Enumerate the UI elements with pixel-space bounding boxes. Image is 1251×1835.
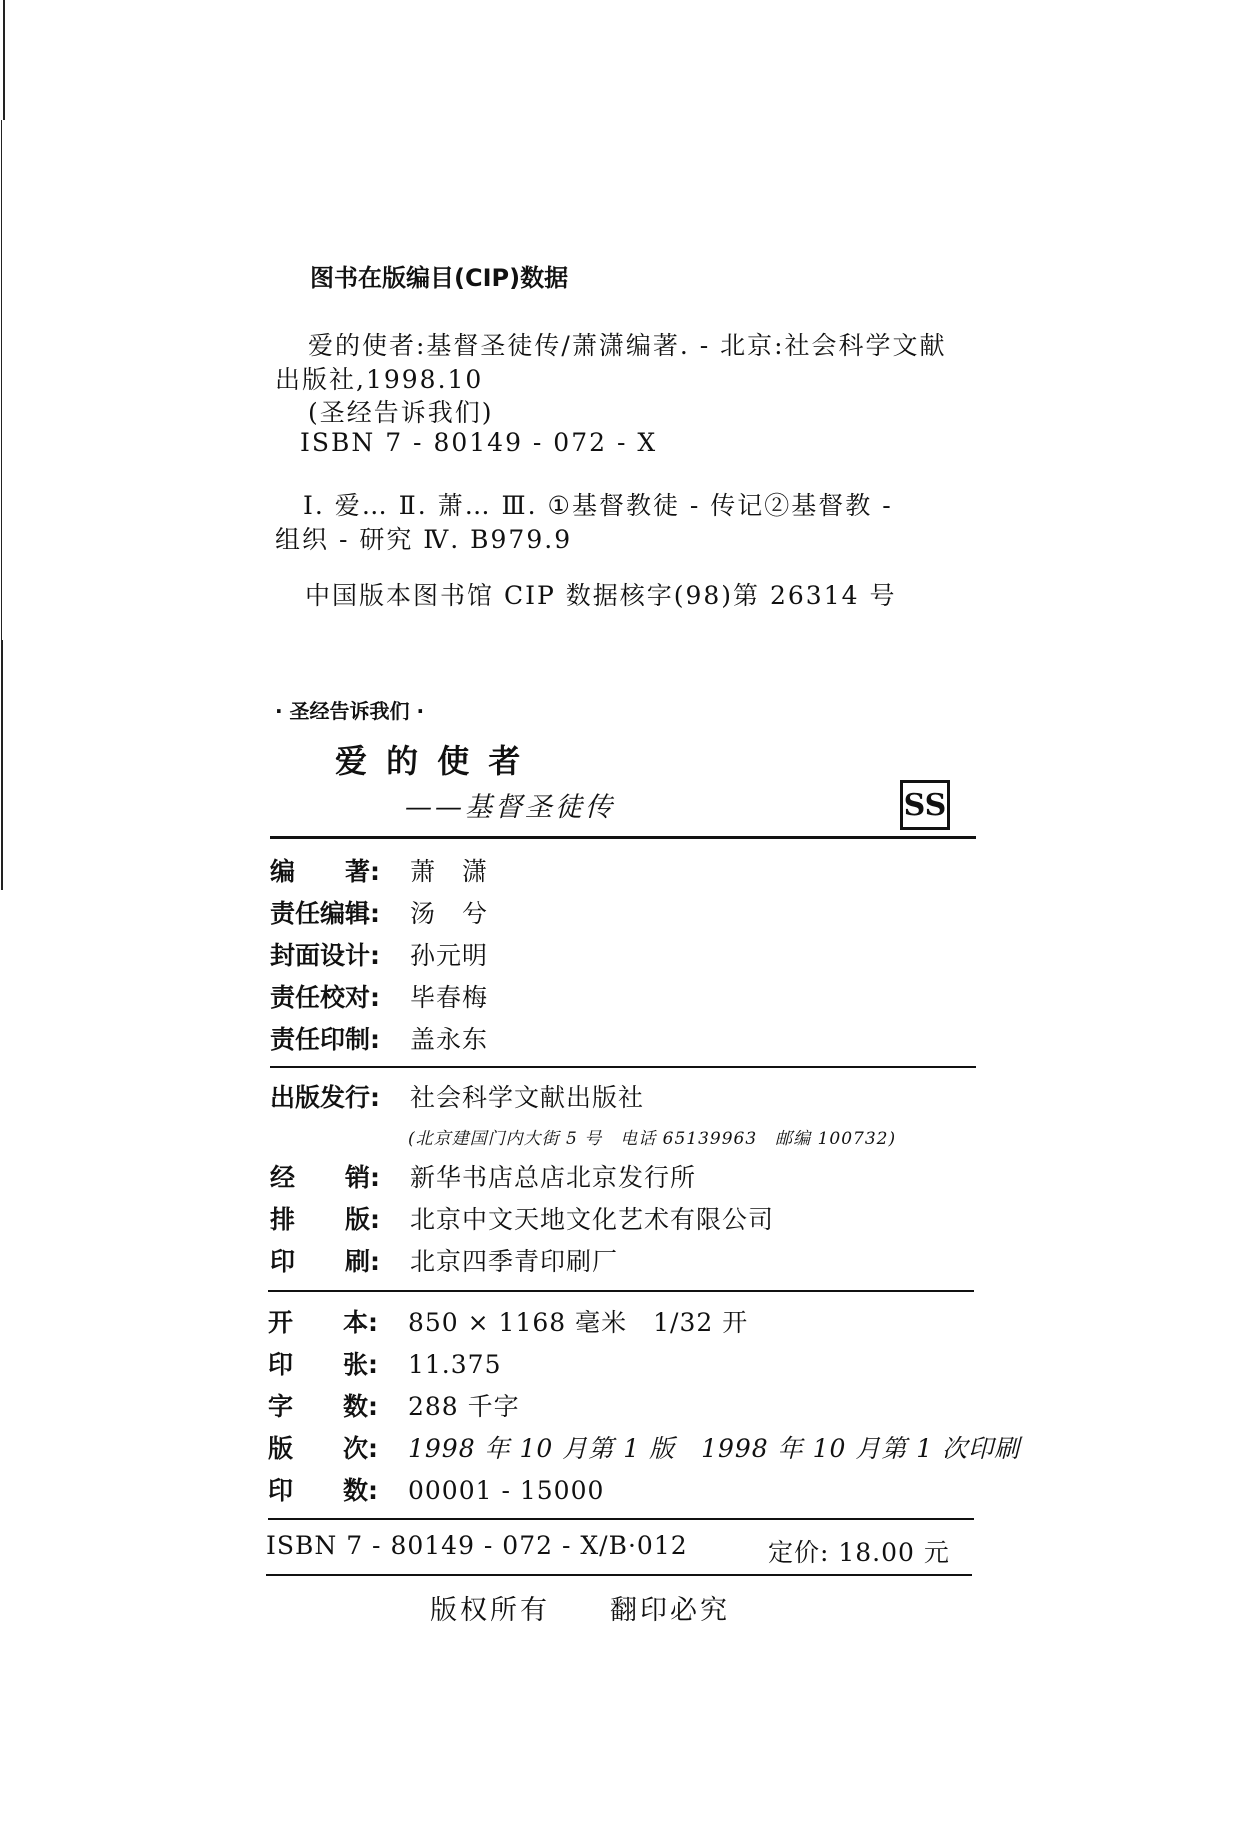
book-subtitle: ——基督圣徒传 xyxy=(405,792,615,823)
staff-label: 责任印制: xyxy=(270,1025,380,1054)
cip-line-5: Ⅰ. 爱… Ⅱ. 萧… Ⅲ. ①基督教徒 - 传记②基督教 - xyxy=(303,491,893,520)
dist-row xyxy=(270,1242,618,1278)
publisher-address: (北京建国门内大街 5 号 电话 65139963 邮编 100732) xyxy=(408,1129,897,1149)
scan-edge-line xyxy=(1,120,2,640)
divider-rule xyxy=(270,836,976,839)
dist-label: 印 刷: xyxy=(270,1247,380,1276)
divider-rule xyxy=(268,1290,974,1292)
spec-label: 开 本: xyxy=(268,1308,378,1337)
spec-label: 版 次: xyxy=(268,1434,378,1463)
staff-row xyxy=(270,1020,488,1056)
staff-row xyxy=(270,852,488,888)
dist-label: 排 版: xyxy=(270,1205,380,1234)
staff-value: 萧 潇 xyxy=(410,857,489,886)
cip-line-3: (圣经告诉我们) xyxy=(308,398,494,427)
dist-value: 北京四季青印刷厂 xyxy=(410,1247,619,1276)
dist-row xyxy=(270,1158,696,1194)
spec-label: 印 数: xyxy=(268,1476,378,1505)
scan-edge-line xyxy=(1,640,3,890)
spec-row xyxy=(268,1387,520,1423)
publisher-logo xyxy=(900,780,950,830)
cip-line-1: 爱的使者:基督圣徒传/萧潇编著. - 北京:社会科学文献 xyxy=(308,331,947,360)
staff-value: 孙元明 xyxy=(410,941,489,970)
staff-value: 盖永东 xyxy=(410,1025,489,1054)
dist-label: 经 销: xyxy=(270,1163,380,1192)
spec-row xyxy=(268,1303,748,1339)
cip-line-4: ISBN 7 - 80149 - 072 - X xyxy=(300,428,658,457)
spec-label: 印 张: xyxy=(268,1350,378,1379)
staff-label: 责任编辑: xyxy=(270,899,380,928)
scan-edge-line xyxy=(3,0,5,120)
spec-value: 1998 年 10 月第 1 版 1998 年 10 月第 1 次印刷 xyxy=(408,1434,1021,1463)
spec-value: 11.375 xyxy=(408,1350,502,1379)
staff-row xyxy=(270,894,488,930)
spec-label: 字 数: xyxy=(268,1392,378,1421)
spec-value: 288 千字 xyxy=(408,1392,520,1421)
spec-row xyxy=(268,1429,1020,1465)
cip-line-6: 组织 - 研究 Ⅳ. B979.9 xyxy=(275,525,573,554)
copyright-notice: 版权所有 翻印必究 xyxy=(430,1595,730,1626)
divider-rule xyxy=(270,1066,976,1068)
publisher-value: 社会科学文献出版社 xyxy=(410,1083,645,1112)
price: 定价: 18.00 元 xyxy=(768,1538,950,1567)
book-title: 爱 的 使 者 xyxy=(335,742,525,780)
dist-value: 新华书店总店北京发行所 xyxy=(410,1163,697,1192)
cip-heading: 图书在版编目(CIP)数据 xyxy=(310,264,569,292)
staff-value: 汤 兮 xyxy=(410,899,489,928)
spec-row xyxy=(268,1471,604,1507)
staff-row xyxy=(270,936,488,972)
divider-rule xyxy=(268,1518,974,1520)
publisher-label: 出版发行: xyxy=(270,1083,380,1112)
dist-row xyxy=(270,1200,774,1236)
staff-row xyxy=(270,978,488,1014)
spec-row xyxy=(268,1345,501,1381)
publisher-row xyxy=(270,1078,644,1114)
publisher-logo-text: SS xyxy=(903,787,947,823)
dist-value: 北京中文天地文化艺术有限公司 xyxy=(410,1205,775,1234)
cip-line-2: 出版社,1998.10 xyxy=(275,365,484,394)
series-name: · 圣经告诉我们 · xyxy=(275,699,425,723)
spec-value: 00001 - 15000 xyxy=(408,1476,605,1505)
staff-label: 编 著: xyxy=(270,857,380,886)
staff-label: 封面设计: xyxy=(270,941,380,970)
spec-value: 850 × 1168 毫米 1/32 开 xyxy=(408,1308,749,1337)
isbn-full: ISBN 7 - 80149 - 072 - X/B·012 xyxy=(266,1531,688,1560)
staff-label: 责任校对: xyxy=(270,983,380,1012)
staff-value: 毕春梅 xyxy=(410,983,489,1012)
cip-line-7: 中国版本图书馆 CIP 数据核字(98)第 26314 号 xyxy=(305,581,897,610)
divider-rule xyxy=(266,1574,972,1576)
